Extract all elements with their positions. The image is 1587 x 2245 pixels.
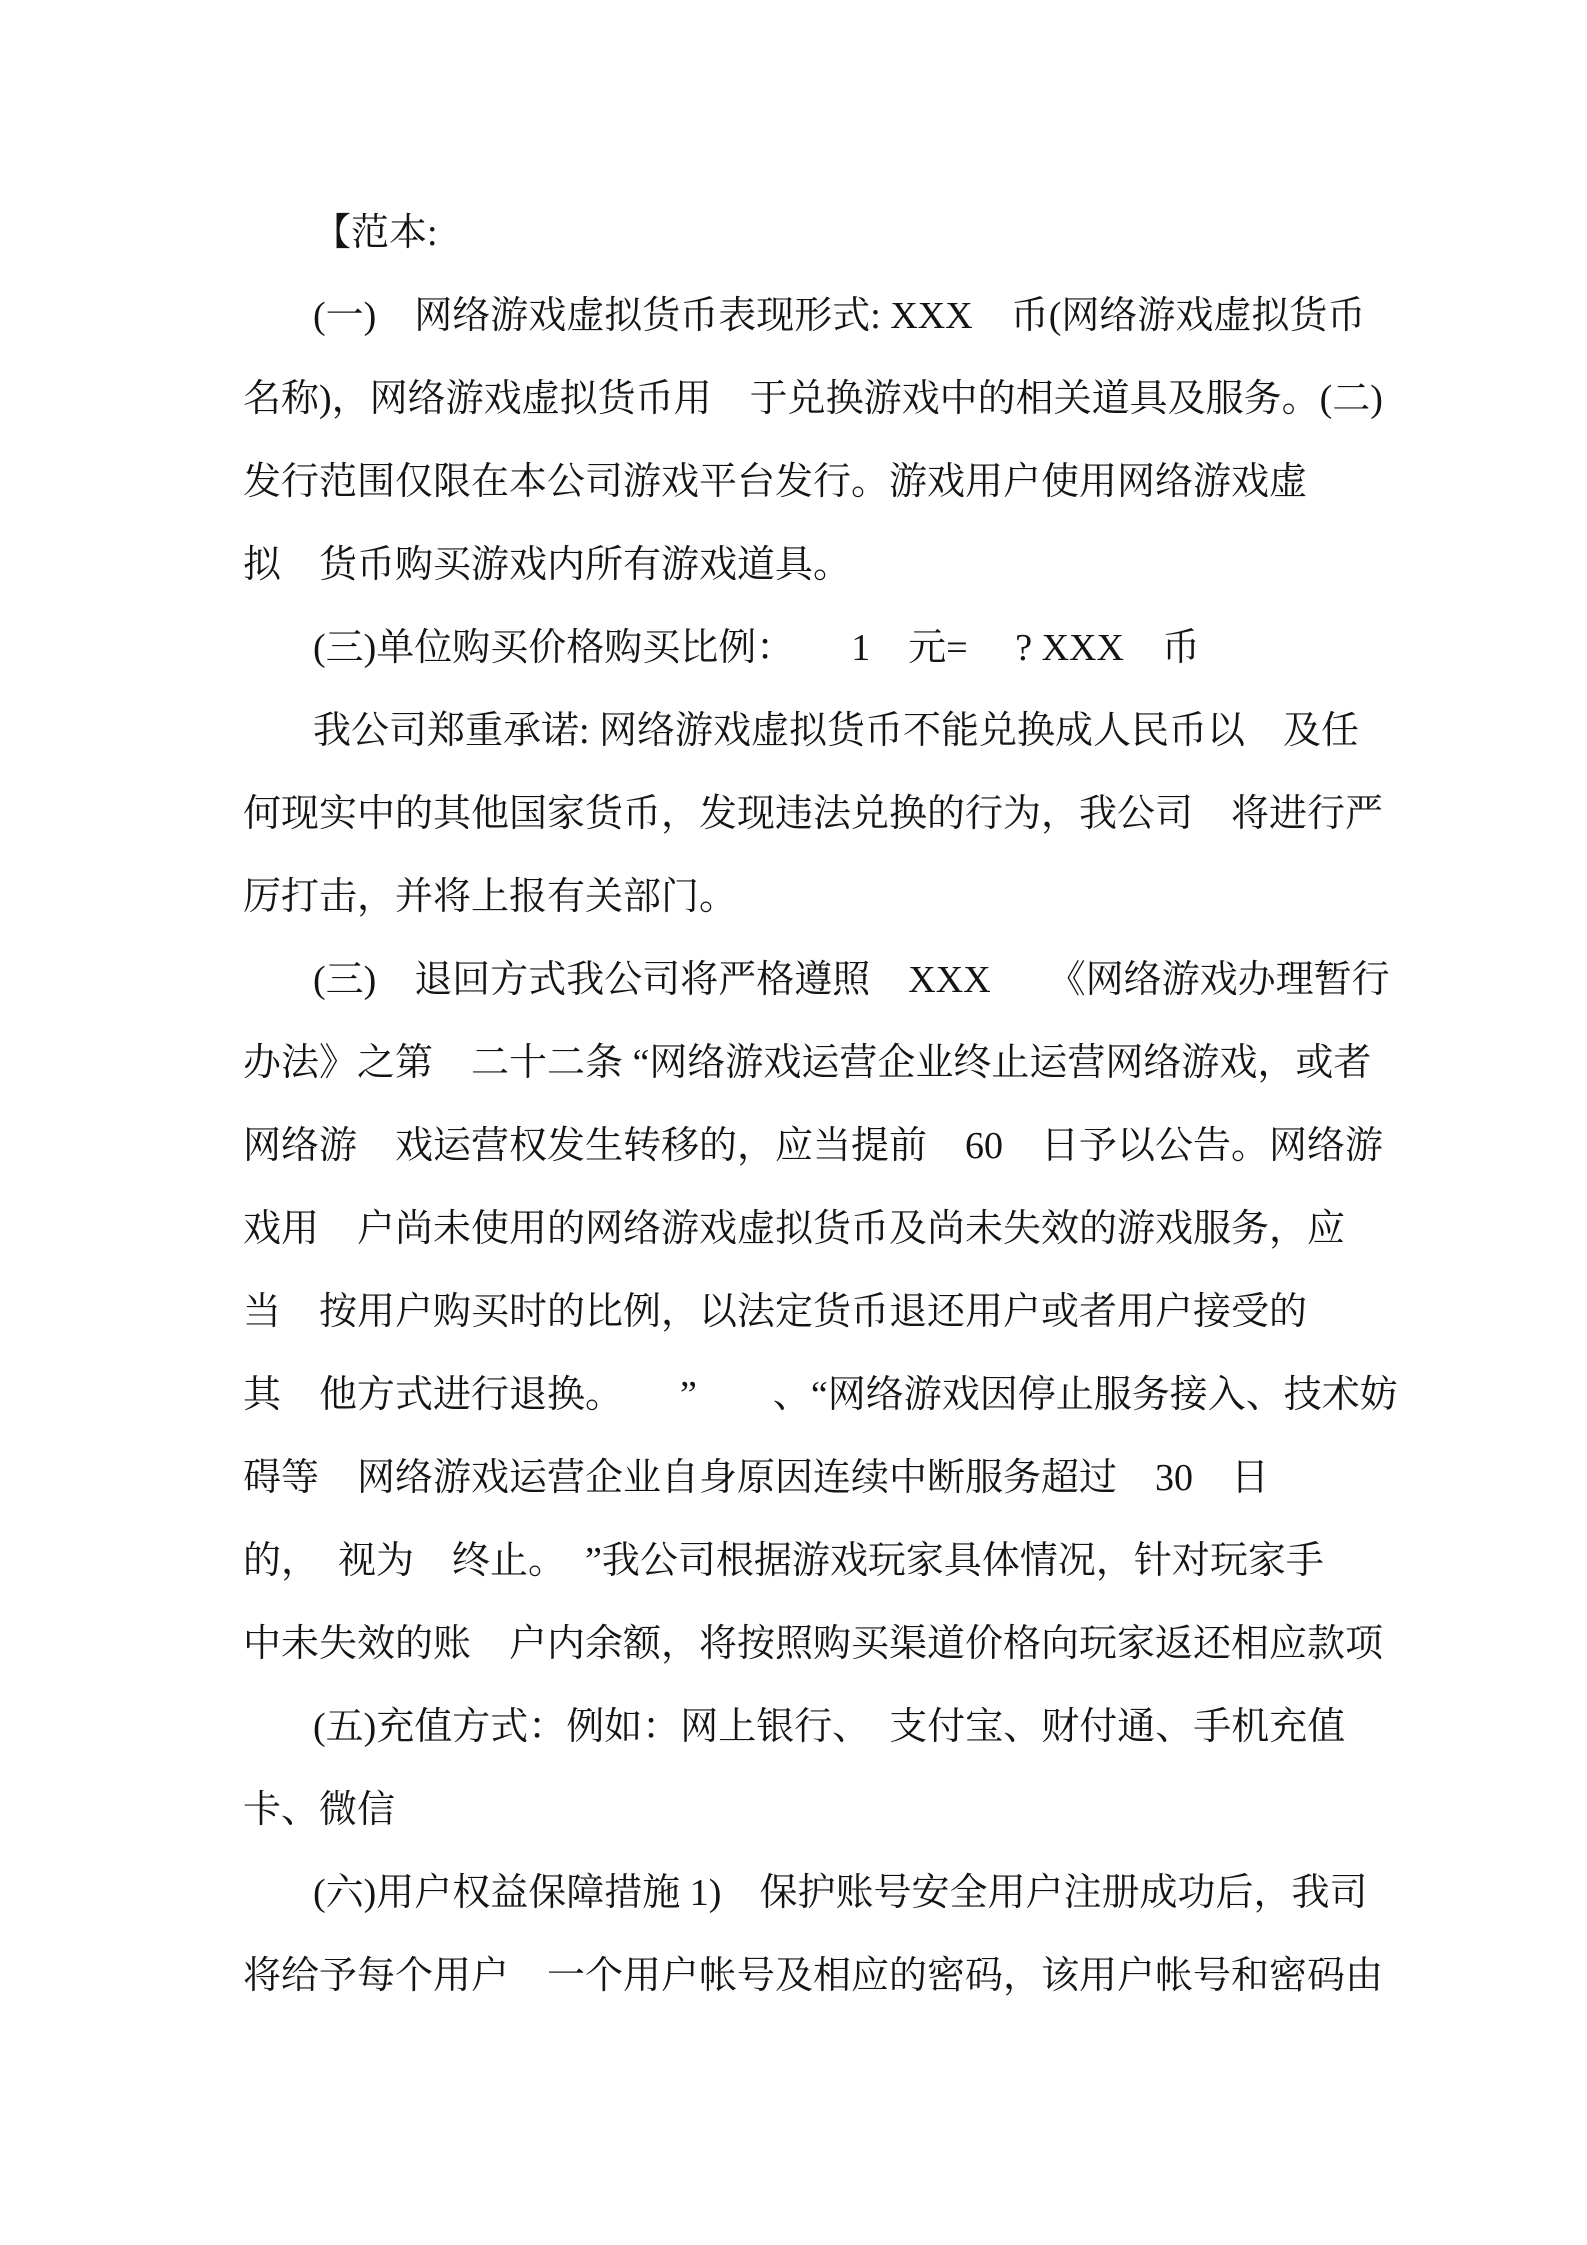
text-line: 网络游 戏运营权发生转移的，应当提前 60 日予以公告。网络游 bbox=[243, 1125, 1384, 1167]
text-line: 何现实中的其他国家货币，发现违法兑换的行为，我公司 将进行严 bbox=[243, 793, 1384, 835]
text-line: 碍等 网络游戏运营企业自身原因连续中断服务超过 30 日 bbox=[243, 1457, 1270, 1499]
text-line: 名称)，网络游戏虚拟货币用 于兑换游戏中的相关道具及服务。(二) bbox=[243, 378, 1383, 420]
text-line: 当 按用户购买时的比例，以法定货币退还用户或者用户接受的 bbox=[243, 1291, 1308, 1333]
text-line: 的， 视为 终止。 ”我公司根据游戏玩家具体情况，针对玩家手 bbox=[243, 1540, 1324, 1582]
document-body bbox=[243, 192, 1433, 2018]
text-line: 办法》之第 二十二条 “网络游戏运营企业终止运营网络游戏，或者 bbox=[243, 1042, 1372, 1084]
text-line: (五)充值方式：例如：网上银行、 支付宝、财付通、手机充值 bbox=[313, 1706, 1346, 1748]
text-line: (六)用户权益保障措施 1) 保护账号安全用户注册成功后，我司 bbox=[313, 1872, 1368, 1914]
text-line: (三)单位购买价格购买比例： 1 元= ? XXX 币 bbox=[313, 627, 1200, 669]
text-line: 卡、微信 bbox=[243, 1789, 396, 1831]
text-line: 发行范围仅限在本公司游戏平台发行。游戏用户使用网络游戏虚 bbox=[243, 461, 1308, 503]
text-line: 将给予每个用户 一个用户帐号及相应的密码，该用户帐号和密码由 bbox=[243, 1955, 1384, 1997]
text-line: 中未失效的账 户内余额，将按照购买渠道价格向玩家返还相应款项 bbox=[243, 1623, 1384, 1665]
text-line: (一) 网络游戏虚拟货币表现形式: XXX 币(网络游戏虚拟货币 bbox=[313, 295, 1366, 337]
text-line: 其 他方式进行退换。 ” 、“网络游戏因停止服务接入、技术妨 bbox=[243, 1374, 1398, 1416]
text-line: 【范本: bbox=[313, 212, 438, 254]
text-line: 拟 货币购买游戏内所有游戏道具。 bbox=[243, 544, 852, 586]
text-line: 我公司郑重承诺: 网络游戏虚拟货币不能兑换成人民币以 及任 bbox=[313, 710, 1360, 752]
text-line: 厉打击，并将上报有关部门。 bbox=[243, 876, 738, 918]
text-line: 戏用 户尚未使用的网络游戏虚拟货币及尚未失效的游戏服务，应 bbox=[243, 1208, 1346, 1250]
text-line: (三) 退回方式我公司将严格遵照 XXX 《网络游戏办理暂行 bbox=[313, 959, 1390, 1001]
